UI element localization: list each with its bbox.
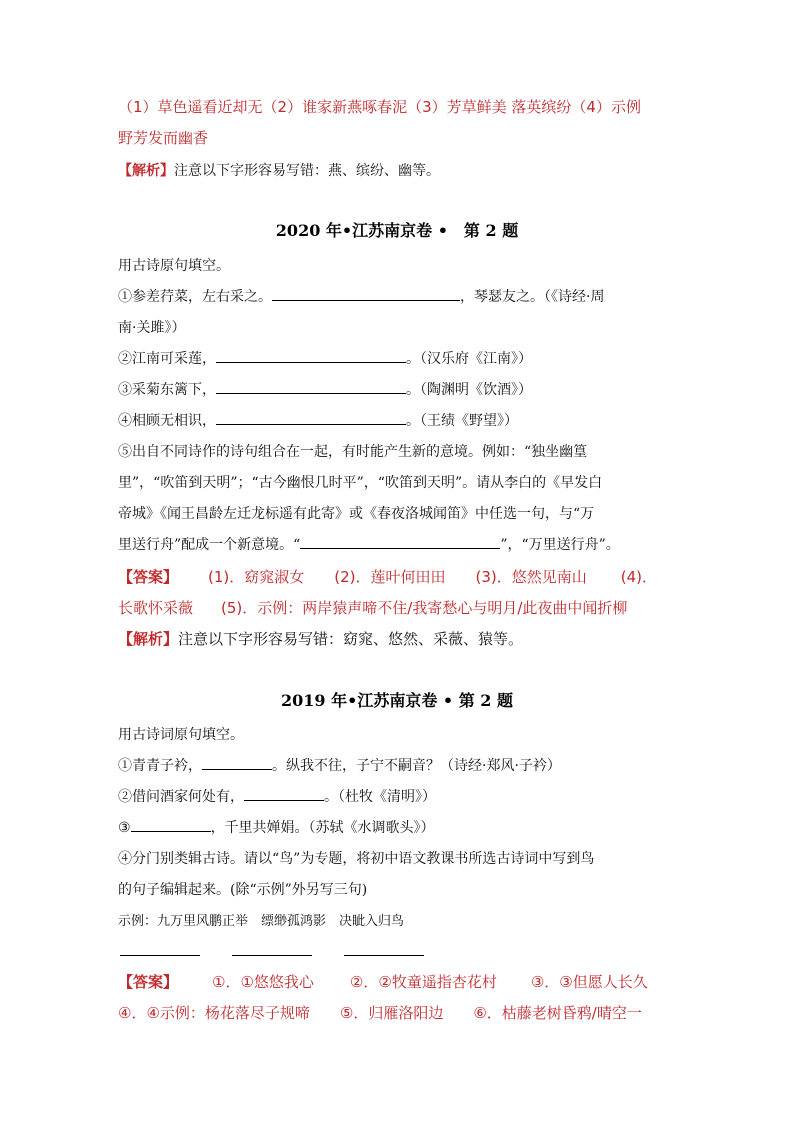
answer-blank-3[interactable] bbox=[344, 955, 424, 956]
answer-item: (1)．窈窕淑女 bbox=[208, 568, 305, 586]
q5-blank[interactable] bbox=[300, 536, 500, 549]
q1-prefix: ①青青子衿， bbox=[118, 758, 202, 774]
answer-item: (3)．悠然见南山 bbox=[475, 568, 587, 586]
question-5-line-4 bbox=[118, 534, 678, 554]
question-4-line-1: ④分门别类辑古诗。请以“鸟”为专题，将初中语文教课书所选古诗词中写到鸟 bbox=[118, 851, 595, 867]
answer-tag: 【答案】 bbox=[118, 568, 179, 586]
q1-blank[interactable] bbox=[202, 757, 272, 770]
instruction-2020: 用古诗原句填空。 bbox=[118, 258, 230, 274]
answer-blank-2[interactable] bbox=[232, 955, 312, 956]
answer-item: ③．③但愿人长久 bbox=[530, 973, 648, 991]
answer-blank-1[interactable] bbox=[120, 955, 200, 956]
answer-item: (5)．示例：两岸猿声啼不住/我寄愁心与明月/此夜曲中闻折柳 bbox=[221, 599, 628, 617]
q4-prefix: ④相顾无相识， bbox=[118, 413, 216, 429]
section-title-2020: 2020 年•江苏南京卷 • 第 2 题 bbox=[275, 221, 519, 240]
answer-item: 长歌怀采薇 bbox=[118, 599, 194, 617]
q1-suffix: ，琴瑟友之。（《诗经·周 bbox=[460, 289, 605, 305]
q2-prefix: ②借问酒家何处有， bbox=[118, 789, 244, 805]
q2-suffix: 。（汉乐府《江南》） bbox=[406, 351, 532, 367]
question-1-cont-2020: 南·关雎》） bbox=[118, 320, 186, 336]
prev-answer-line-1: （1）草色遥看近却无（2）谁家新燕啄春泥（3）芳草鲜美 落英缤纷（4）示例 bbox=[118, 98, 641, 116]
question-2-2020 bbox=[118, 348, 678, 368]
section-title-2019: 2019 年•江苏南京卷 • 第 2 题 bbox=[281, 691, 513, 710]
q1-blank[interactable] bbox=[272, 288, 460, 301]
q5-prefix: 里送行舟”配成一个新意境。“ bbox=[118, 537, 301, 553]
q4-blank[interactable] bbox=[216, 412, 406, 425]
example-line: 示例：九万里风鹏正举 缥缈孤鸿影 决眦入归鸟 bbox=[118, 914, 405, 929]
answer-item: ①．①悠悠我心 bbox=[212, 973, 314, 991]
question-1-2019 bbox=[118, 755, 678, 775]
analysis-text: 注意以下字形容易写错：燕、缤纷、幽等。 bbox=[174, 163, 440, 179]
answer-line-1-2020 bbox=[118, 566, 678, 587]
analysis-2020 bbox=[118, 628, 678, 649]
question-5-line-2: 里”，“吹笛到天明”；“古今幽恨几时平”，“吹笛到天明”。请从李白的《早发白 bbox=[118, 475, 603, 491]
question-5-line-3: 帝城》《闻王昌龄左迁龙标遥有此寄》或《春夜洛城闻笛》中任选一句，与“万 bbox=[118, 506, 595, 522]
q3-suffix: ，千里共婵娟。（苏轼《水调歌头》） bbox=[210, 820, 435, 836]
answer-item: ④．④示例：杨花落尽子规啼 bbox=[118, 1004, 310, 1022]
question-5-line-1: ⑤出自不同诗作的诗句组合在一起，有时能产生新的意境。例如：“独坐幽篁 bbox=[118, 444, 588, 460]
q2-prefix: ②江南可采莲， bbox=[118, 351, 216, 367]
q3-blank[interactable] bbox=[131, 819, 211, 832]
analysis-tag: 【解析】 bbox=[118, 163, 174, 179]
q1-prefix: ①参差荇菜，左右采之。 bbox=[118, 289, 272, 305]
prev-answer-line-2: 野芳发而幽香 bbox=[118, 129, 209, 147]
question-4-2020 bbox=[118, 410, 678, 430]
q3-suffix: 。（陶渊明《饮酒》） bbox=[406, 382, 532, 398]
q5-suffix: ”，“万里送行舟”。 bbox=[500, 537, 620, 553]
analysis-text: 注意以下字形容易写错：窈窕、悠然、采薇、猿等。 bbox=[178, 630, 524, 648]
answer-line-2-2020 bbox=[118, 597, 678, 618]
answer-item: ⑤．归雁洛阳边 bbox=[339, 1004, 444, 1022]
q2-blank[interactable] bbox=[216, 350, 406, 363]
q3-blank[interactable] bbox=[216, 381, 406, 394]
answer-item: (4)． bbox=[620, 568, 658, 586]
question-4-line-2: 的句子编辑起来。(除“示例”外另写三句) bbox=[118, 882, 368, 898]
q2-blank[interactable] bbox=[244, 788, 324, 801]
answer-line-1-2019 bbox=[118, 971, 678, 992]
answer-item: ⑥．枯藤老树昏鸦/晴空一 bbox=[473, 1004, 642, 1022]
q4-suffix: 。（王绩《野望》） bbox=[406, 413, 518, 429]
prev-analysis bbox=[118, 160, 678, 180]
answer-line-2-2019 bbox=[118, 1002, 678, 1023]
q3-prefix: ③采菊东篱下， bbox=[118, 382, 216, 398]
question-3-2020 bbox=[118, 379, 678, 399]
question-1-2020 bbox=[118, 286, 678, 306]
q3-prefix: ③ bbox=[118, 820, 131, 836]
answer-item: ②．②牧童遥指杏花村 bbox=[349, 973, 497, 991]
question-3-2019 bbox=[118, 817, 678, 837]
answer-item: (2)．莲叶何田田 bbox=[334, 568, 446, 586]
analysis-tag: 【解析】 bbox=[118, 630, 179, 648]
answer-tag: 【答案】 bbox=[118, 973, 179, 991]
q2-suffix: 。（杜牧《清明》） bbox=[324, 789, 436, 805]
q1-suffix: 。纵我不往，子宁不嗣音？（诗经·郑风·子衿） bbox=[272, 758, 561, 774]
instruction-2019: 用古诗词原句填空。 bbox=[118, 727, 244, 743]
question-2-2019 bbox=[118, 786, 678, 806]
